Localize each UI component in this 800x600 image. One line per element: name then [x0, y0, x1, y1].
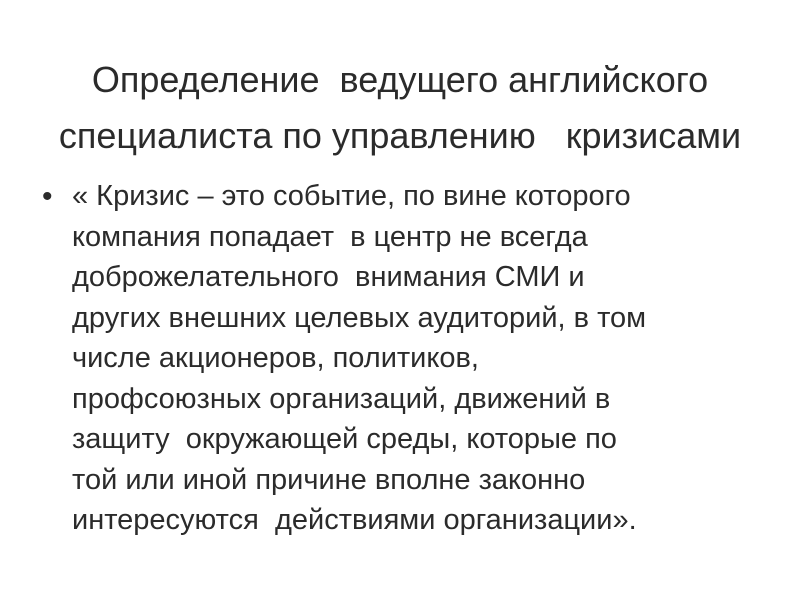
quote-text	[72, 176, 762, 541]
quote-line-2: компания попадает в центр не всегда	[72, 220, 588, 253]
quote-line-8: той или иной причине вполне законно	[72, 463, 586, 496]
quote-line-5: числе акционеров, политиков,	[72, 342, 479, 374]
quote-line-1: « Кризис – это событие, по вине которого	[72, 180, 631, 212]
quote-line-3: доброжелательного внимания СМИ и	[72, 261, 585, 293]
title-line-1: Определение ведущего английского	[91, 59, 709, 100]
quote-line-6: профсоюзных организаций, движений в	[72, 382, 611, 415]
quote-line-4: других внешних целевых аудиторий, в том	[72, 301, 647, 334]
slide-title	[30, 52, 770, 164]
quote-line-9: интересуются действиями организации».	[72, 504, 637, 536]
quote-line-7: защиту окружающей среды, которые по	[72, 423, 617, 455]
bullet-icon: •	[42, 180, 53, 213]
title-line-2: специалиста по управлению кризисами	[58, 115, 742, 156]
